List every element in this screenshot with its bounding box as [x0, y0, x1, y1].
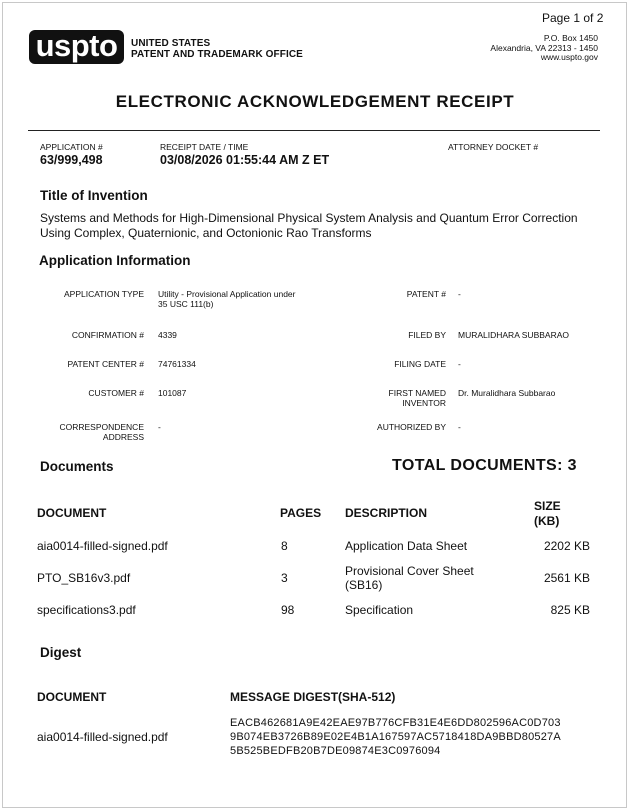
first-inventor-label-line2: INVENTOR: [402, 398, 446, 408]
customer-label: CUSTOMER #: [88, 388, 144, 398]
agency-name-line1: UNITED STATES: [131, 38, 211, 49]
agency-name: [131, 38, 303, 60]
digest-col-message: MESSAGE DIGEST(SHA-512): [230, 690, 396, 704]
first-inventor-value: Dr. Muralidhara Subbarao: [458, 388, 556, 398]
correspondence-label-line2: ADDRESS: [102, 432, 144, 442]
patent-center-value: 74761334: [158, 359, 196, 369]
application-number-value: 63/999,498: [40, 153, 103, 167]
application-type-value: [158, 289, 295, 309]
documents-col-pages: PAGES: [280, 506, 322, 520]
document-description-line1: Provisional Cover Sheet: [345, 564, 474, 578]
document-size: 2202 KB: [543, 539, 590, 553]
first-inventor-label-line1: FIRST NAMED: [388, 388, 446, 398]
page-number: Page 1 of 2: [542, 11, 604, 25]
authorized-by-value: -: [458, 422, 461, 432]
confirmation-label: CONFIRMATION #: [71, 330, 144, 340]
application-type-value-line1: Utility - Provisional Application under: [158, 289, 296, 299]
documents-col-description: DESCRIPTION: [345, 506, 428, 520]
documents-col-size: [534, 499, 561, 529]
application-number-label: APPLICATION #: [40, 142, 103, 152]
filed-by-value: MURALIDHARA SUBBARAO: [458, 330, 569, 340]
receipt-date-value: 03/08/2026 01:55:44 AM Z ET: [160, 153, 330, 167]
receipt-date-label: RECEIPT DATE / TIME: [160, 142, 249, 152]
application-type-value-line2: 35 USC 111(b): [158, 299, 214, 309]
header-divider: [28, 130, 600, 131]
authorized-by-label: AUTHORIZED BY: [377, 422, 446, 432]
sha512-digest: [230, 716, 561, 758]
filing-date-label: FILING DATE: [394, 359, 446, 369]
document-pages: 3: [281, 571, 288, 585]
document-pages: 8: [281, 539, 288, 553]
application-type-label: APPLICATION TYPE: [64, 289, 144, 299]
correspondence-label-line1: CORRESPONDENCE: [59, 422, 144, 432]
digest-line2: 9B074EB3726B89E02E4B1A167597AC5718418DA9BBD80527A: [230, 731, 561, 743]
confirmation-value: 4339: [158, 330, 177, 340]
address-line3: www.uspto.gov: [540, 52, 598, 62]
agency-name-line2: PATENT AND TRADEMARK OFFICE: [131, 49, 303, 60]
address-line1: P.O. Box 1450: [543, 33, 598, 43]
digest-line1: EACB462681A9E42EAE97B776CFB31E4E6DD802596AC0D703: [230, 717, 561, 729]
filing-date-value: -: [458, 359, 461, 369]
patent-number-value: -: [458, 289, 461, 299]
customer-value: 101087: [158, 388, 187, 398]
receipt-page: [2, 2, 627, 808]
digest-line3: 5B525BEDFB20B7DE09874E3C0976094: [230, 745, 441, 757]
agency-address: [490, 34, 598, 63]
document-link[interactable]: PTO_SB16v3.pdf: [37, 571, 131, 585]
digest-col-document: DOCUMENT: [37, 690, 107, 704]
application-info-heading: Application Information: [39, 253, 191, 268]
document-pages: 98: [281, 603, 295, 617]
filed-by-label: FILED BY: [408, 330, 446, 340]
total-documents: TOTAL DOCUMENTS: 3: [392, 457, 577, 474]
patent-number-label: PATENT #: [406, 289, 446, 299]
documents-heading: Documents: [40, 459, 114, 474]
first-inventor-label: [389, 388, 446, 408]
document-description: Application Data Sheet: [345, 539, 468, 553]
invention-title-line2: Using Complex, Quaternionic, and Octonionic Rao Transforms: [40, 226, 372, 240]
document-link[interactable]: aia0014-filled-signed.pdf: [37, 539, 168, 553]
document-description: Specification: [345, 603, 414, 617]
invention-title-line1: Systems and Methods for High-Dimensional Physical System Analysis and Quantum Error Correction: [40, 211, 578, 225]
document-description: [345, 564, 474, 592]
documents-col-document: DOCUMENT: [37, 506, 107, 520]
documents-col-size-line2: (KB): [534, 514, 560, 528]
document-link[interactable]: specifications3.pdf: [37, 603, 136, 617]
correspondence-label: [59, 422, 144, 442]
documents-col-size-line1: SIZE: [534, 499, 561, 513]
document-size: 2561 KB: [543, 571, 590, 585]
document-size: 825 KB: [550, 603, 590, 617]
document-description-line2: (SB16): [345, 578, 383, 592]
address-line2: Alexandria, VA 22313 - 1450: [490, 42, 598, 53]
correspondence-value: -: [158, 422, 161, 432]
uspto-logo: uspto: [29, 30, 124, 64]
invention-title-heading: Title of Invention: [40, 188, 148, 203]
patent-center-label: PATENT CENTER #: [67, 359, 144, 369]
attorney-docket-label: ATTORNEY DOCKET #: [448, 142, 539, 152]
digest-document: aia0014-filled-signed.pdf: [37, 730, 168, 744]
receipt-title: ELECTRONIC ACKNOWLEDGEMENT RECEIPT: [115, 92, 515, 111]
digest-heading: Digest: [40, 645, 82, 660]
